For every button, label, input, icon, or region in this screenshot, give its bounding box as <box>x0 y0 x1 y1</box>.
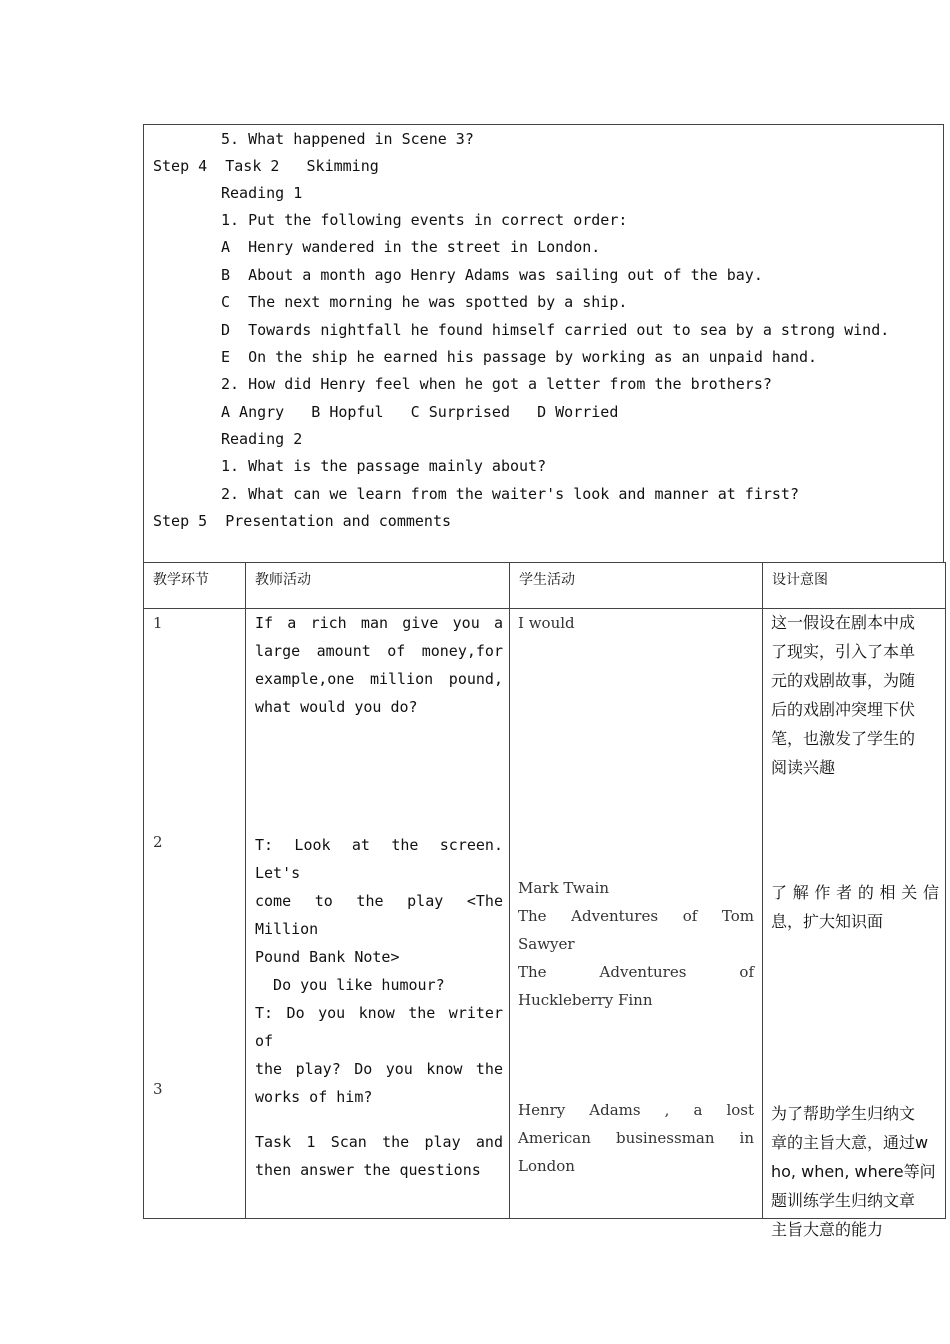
header-cell <box>763 563 946 609</box>
teacher-activity-3: Task 1 Scan the play and then answer the questions <box>255 1133 503 1179</box>
header-step: 教学环节 <box>153 572 209 588</box>
purpose-cell <box>763 609 946 1239</box>
reading2-heading: Reading 2 <box>221 430 303 448</box>
teacher-cell <box>246 609 510 1219</box>
step-number: 3 <box>153 1080 163 1098</box>
student-cell <box>510 609 763 1219</box>
event-b: B About a month ago Henry Adams was sailing out of the bay. <box>221 266 763 284</box>
lesson-table <box>143 562 946 1239</box>
scene-question: 5. What happened in Scene 3? <box>221 130 474 148</box>
teacher-activity-2: T: Look at the screen. Let's come to the play <The Million Pound Bank Note> Do you like humour? T: Do you know the writer of the play? Do you know the works of him? <box>255 836 503 1106</box>
feeling-question: 2. How did Henry feel when he got a letter from the brothers? <box>221 375 772 393</box>
event-e: E On the ship he earned his passage by working as an unpaid hand. <box>221 348 818 366</box>
header-cell <box>144 563 246 609</box>
header-teacher: 教师活动 <box>255 572 311 588</box>
student-activity-3: Henry Adams , a lost American businessman in London <box>518 1101 754 1175</box>
reading1-heading: Reading 1 <box>221 184 303 202</box>
header-cell <box>246 563 510 609</box>
table-row <box>144 609 946 1219</box>
event-d: D Towards nightfall he found himself carried out to sea by a strong wind. <box>221 321 890 339</box>
waiter-question: 2. What can we learn from the waiter's look and manner at first? <box>221 485 799 503</box>
feeling-options: A Angry B Hopful C Surprised D Worried <box>221 403 619 421</box>
main-idea-question: 1. What is the passage mainly about? <box>221 457 547 475</box>
header-cell <box>510 563 763 609</box>
student-activity-2: Mark Twain The Adventures of Tom Sawyer The Adventures of Huckleberry Finn <box>518 879 754 1009</box>
step5-heading: Step 5 Presentation and comments <box>153 512 452 530</box>
order-question: 1. Put the following events in correct order: <box>221 211 628 229</box>
step-number: 2 <box>153 833 163 851</box>
lesson-steps-block <box>143 124 944 562</box>
event-a: A Henry wandered in the street in London. <box>221 238 601 256</box>
student-activity-1: I would <box>518 614 575 632</box>
header-purpose: 设计意图 <box>772 572 828 588</box>
step-number: 1 <box>153 614 163 632</box>
event-c: C The next morning he was spotted by a ship. <box>221 293 628 311</box>
step4-heading: Step 4 Task 2 Skimming <box>153 157 379 175</box>
header-student: 学生活动 <box>519 572 575 588</box>
teacher-activity-1: If a rich man give you a large amount of money,for example,one million pound, what would you do? <box>255 614 503 716</box>
design-purpose-1: 这一假设在剧本中成 了现实，引入了本单 元的戏剧故事，为随 后的戏剧冲突埋下伏 笔，也激发了学生的 阅读兴趣 <box>771 613 916 777</box>
design-purpose-3: 为了帮助学生归纳文 章的主旨大意，通过w ho, when, where等问 题训练学生归纳文章 主旨大意的能力 <box>771 1104 936 1239</box>
table-header-row <box>144 563 946 609</box>
design-purpose-2: 了解作者的相关信 息，扩大知识面 <box>771 883 939 931</box>
step-cell <box>144 609 246 1219</box>
